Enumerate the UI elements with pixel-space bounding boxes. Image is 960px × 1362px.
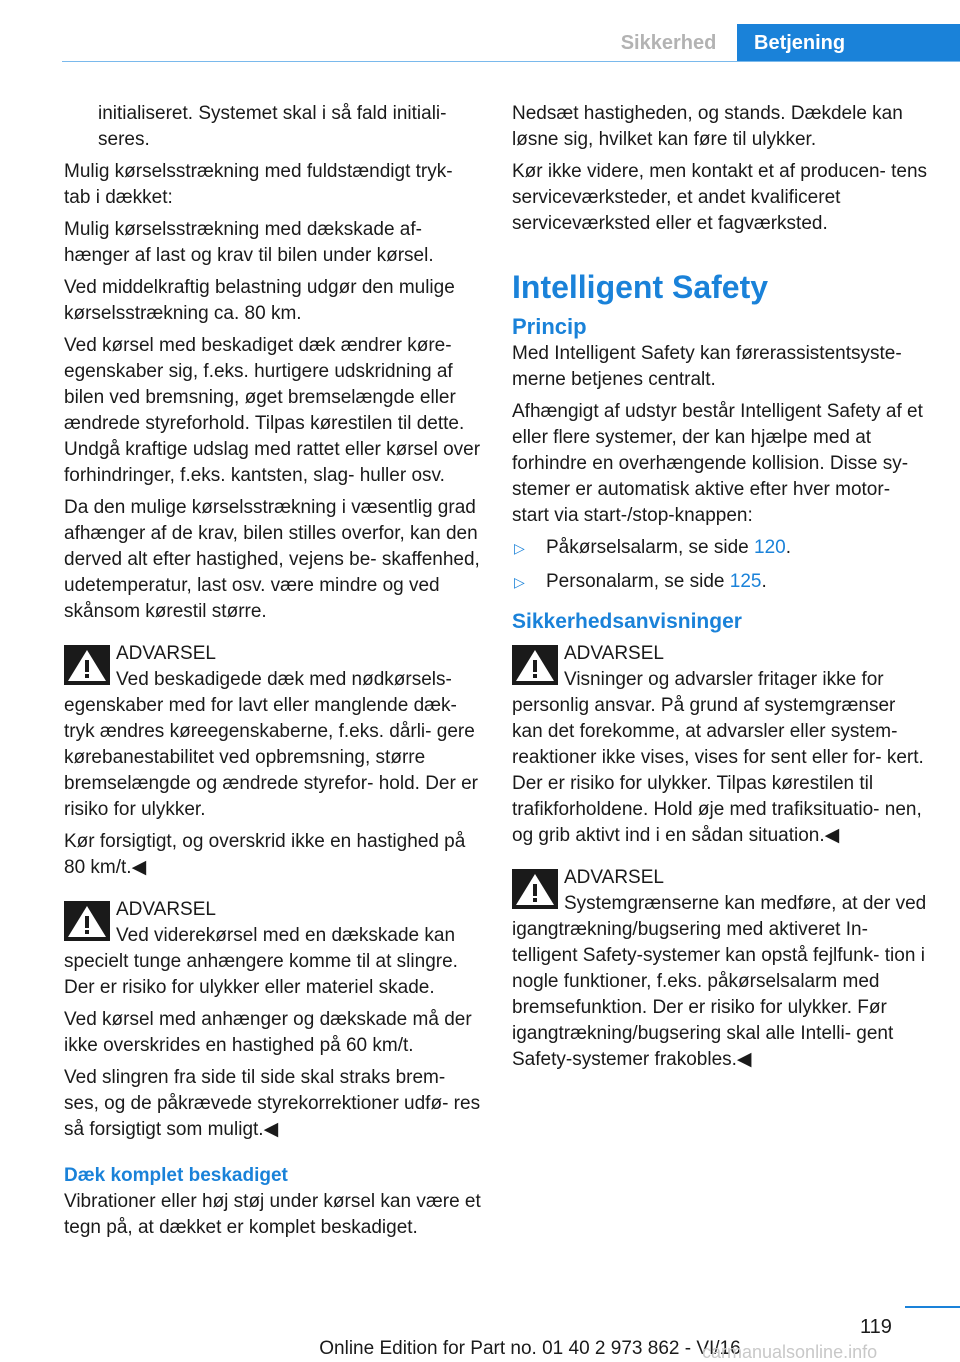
tab-betjening[interactable]: Betjening xyxy=(737,24,960,62)
warning-text: Ved beskadigede dæk med nødkørsels‐ egenskaber med for lavt eller manglende dæk‐ tryk ændres køreegenskaberne, f.eks. dårli‐ gere kørebanestabilitet ved opbremsning, større bremselængde og ændrede styrefor‐ hold. Der er risiko for ulykker. xyxy=(64,669,478,820)
triangle-bullet-icon: ▷ xyxy=(514,574,525,590)
warning-icon xyxy=(512,645,558,685)
warning-title: ADVARSEL xyxy=(116,899,216,920)
page-link[interactable]: 120 xyxy=(754,537,786,558)
warning-block xyxy=(512,865,930,1073)
left-column xyxy=(64,101,482,1247)
paragraph: Mulig kørselsstrækning med dækskade af‐ hænger af last og krav til bilen under kørsel. xyxy=(64,219,434,266)
section-heading: Intelligent Safety xyxy=(512,269,769,305)
warning-icon xyxy=(64,645,110,685)
paragraph: Nedsæt hastigheden, og stands. Dækdele kan løsne sig, hvilket kan føre til ulykker. xyxy=(512,103,903,150)
warning-text: Ved kørsel med anhænger og dækskade må der ikke overskrides en hastighed på 60 km/t. xyxy=(64,1009,472,1056)
paragraph: Ved kørsel med beskadiget dæk ændrer køre‐ egenskaber sig, f.eks. hurtigere udskridning af bilen ved bremsning, øget bremselængde eller ændrede styreforhold. Tilpas kørestilen til dette. Undgå kraftige udslag med rattet eller kørsel over forhindringer, f.eks. kantsten, slag‐ huller osv. xyxy=(64,335,481,486)
list-item: ▷ Påkørselsalarm, se side 120. xyxy=(512,535,930,561)
footer-accent xyxy=(905,1306,960,1308)
list-item: ▷ Personalarm, se side 125. xyxy=(512,569,930,595)
warning-text: Kør forsigtigt, og overskrid ikke en hastighed på 80 km/t.◀ xyxy=(64,831,466,878)
warning-title: ADVARSEL xyxy=(564,643,664,664)
paragraph: Med Intelligent Safety kan førerassistentsyste‐ merne betjenes centralt. xyxy=(512,343,902,390)
warning-block xyxy=(64,641,482,881)
warning-block xyxy=(64,897,482,1143)
paragraph: Mulig kørselsstrækning med fuldstændigt tryk‐ tab i dækket: xyxy=(64,161,453,208)
triangle-bullet-icon: ▷ xyxy=(514,540,525,556)
warning-icon xyxy=(64,901,110,941)
warning-text: Ved slingren fra side til side skal straks brem‐ ses, og de påkrævede styrekorrektioner udfø‐ res så forsigtigt som muligt.◀ xyxy=(64,1067,481,1140)
paragraph: Vibrationer eller høj støj under kørsel kan være et tegn på, at dækket er komplet beskadiget. xyxy=(64,1191,481,1238)
subsection-heading: Princip xyxy=(512,314,587,339)
page-link[interactable]: 125 xyxy=(729,571,762,592)
tab-sikkerhed[interactable]: Sikkerhed xyxy=(620,31,717,54)
warning-title: ADVARSEL xyxy=(564,867,664,888)
warning-icon xyxy=(512,869,558,909)
edition-footer: Online Edition for Part no. 01 40 2 973 862 - VI/16 xyxy=(319,1338,741,1359)
header-divider xyxy=(62,61,960,62)
paragraph: Afhængigt af udstyr består Intelligent Safety af et eller flere systemer, der kan hjælpe med at forhindre en overhængende kollision. Disse sy‐ stemer er automatisk aktive efter hver motor‐ start via start-/stop-knappen: xyxy=(512,401,923,526)
paragraph: Da den mulige kørselsstrækning i væsentlig grad afhænger af de krav, bilen stilles overfor, kan den derved alt efter hastighed, vejens be‐ skaffenhed, udetemperatur, last osv. være mindre og ved skånsom kørestil større. xyxy=(64,497,480,622)
warning-text: Ved viderekørsel med en dækskade kan specielt tunge anhængere komme til at slingre. Der er risiko for ulykker eller materiel skade. xyxy=(64,925,458,998)
warning-block xyxy=(512,641,930,849)
watermark: carmanualsonline.info xyxy=(702,1342,878,1362)
right-column xyxy=(512,101,930,1079)
warning-title: ADVARSEL xyxy=(116,643,216,664)
subsection-heading: Sikkerhedsanvisninger xyxy=(512,610,742,633)
list-item-text: Personalarm, se side xyxy=(546,571,730,592)
list-item-text: Påkørselsalarm, se side xyxy=(546,537,755,558)
paragraph: initialiseret. Systemet skal i så fald initiali‐ seres. xyxy=(98,103,447,150)
header-tabs xyxy=(0,24,960,62)
paragraph: Ved middelkraftig belastning udgør den mulige kørselsstrækning ca. 80 km. xyxy=(64,277,455,324)
warning-text: Systemgrænserne kan medføre, at der ved igangtrækning/bugsering med aktiveret In‐ telligent Safety-systemer kan opstå fejlfunk‐ tion i nogle funktioner, f.eks. påkørselsalarm med bremsefunktion. Der er risiko for ulykker. Før igangtrækning/bugsering skal alle Intelli‐ gent Safety-systemer frakobles.◀ xyxy=(512,893,927,1070)
subheading: Dæk komplet beskadiget xyxy=(64,1165,288,1186)
paragraph: Kør ikke videre, men kontakt et af producen‐ tens serviceværksteder, et andet kvalificeret serviceværksted eller et fagværksted. xyxy=(512,161,928,234)
warning-text: Visninger og advarsler fritager ikke for personlig ansvar. På grund af systemgrænser kan det forekomme, at advarsler eller system‐ reaktioner ikke vises, vises for sent eller for‐ kert. Der er risiko for ulykker. Tilpas kørestilen til trafikforholdene. Hold øje med trafiksituatio‐ nen, og grib aktivt ind i en sådan situation.◀ xyxy=(512,669,924,846)
page-number: 119 xyxy=(860,1316,892,1338)
